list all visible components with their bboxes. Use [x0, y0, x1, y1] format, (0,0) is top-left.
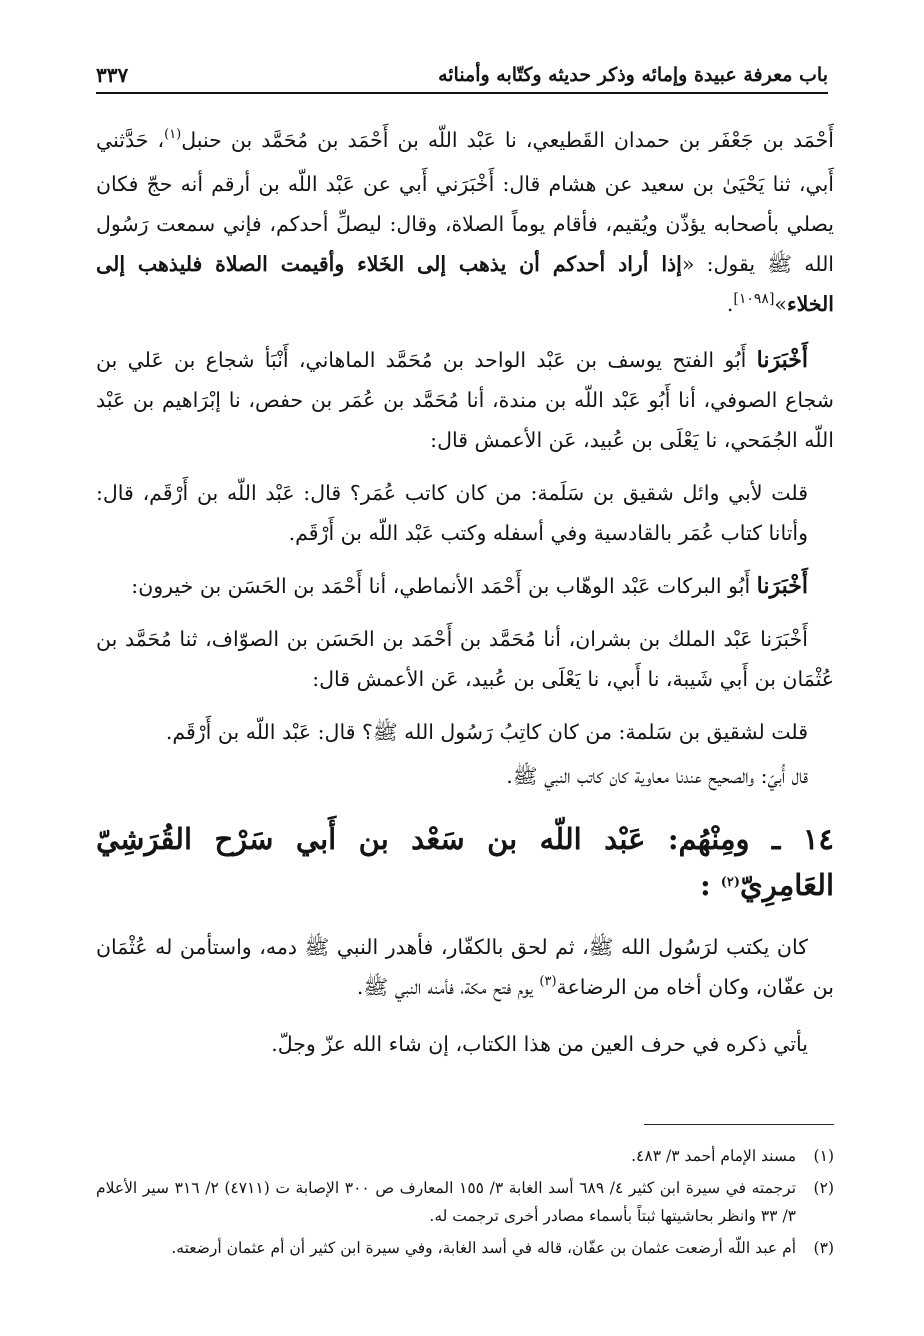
paragraph-8: كان يكتب لرَسُول الله ﷺ، ثم لحق بالكفّار، فأهدر النبي ﷺ دمه، واستأمن له عُثْمَان بن عفّان، وكان أخاه من الرضاعة$^{(٣)}$ يوم فتح مكة، فأمنه النبي ﷺ.: [96, 935, 834, 999]
footnote-marker-2[interactable]: (٢): [720, 875, 741, 890]
chain-lead-word: أَخْبَرَنا: [756, 573, 808, 599]
footnote-number: (١): [813, 1147, 834, 1165]
paragraph-2: أَخْبَرَنا أَبُو الفتح يوسف بن عَبْد الواحد بن مُحَمَّد الماهاني، أَنْبَأ شجاع بن عَلي بن شجاع الصوفي، أنا أَبُو عَبْد اللّه بن مندة، أنا مُحَمَّد بن عُمَر بن حفص، نا إبْرَاهيم بن عَبْد اللّه الجُمَحي، نا يَعْلَى بن عُبيد، عَن الأعمش قال:: [96, 347, 834, 452]
paragraph-6: قلت لشقيق بن سَلمة: من كان كاتِبُ رَسُول الله ﷺ؟ قال: عَبْد اللّه بن أَرْقَم.: [165, 720, 808, 744]
footnote: [96, 1142, 834, 1170]
paragraph-9: يأتي ذكره في حرف العين من هذا الكتاب، إن شاء الله عزّ وجلّ.: [271, 1032, 808, 1056]
footnote-number: (٢): [813, 1179, 834, 1197]
footnote-number: (٣): [813, 1239, 834, 1257]
page-number: ٣٣٧: [96, 63, 129, 87]
chain-lead-word: أَخْبَرَنا: [756, 347, 808, 373]
paragraph-5: أَخْبَرَنا عَبْد الملك بن بشران، أنا مُحَمَّد بن أَحْمَد بن الحَسَن بن الصوّاف، ثنا مُحَمَّد بن عُثْمَان بن أَبي شَيبة، نا أَبي، نا يَعْلَى بن عُبيد، عَن الأعمش قال:: [96, 627, 834, 691]
footnote-text: ترجمته في سيرة ابن كثير ٤/ ٦٨٩ أسد الغابة ٣/ ١٥٥ المعارف ص ٣٠٠ الإصابة ت (٤٧١١) ٢/ ٣١٦ سير الأعلام ٣/ ٣٣ وانظر بحاشيتها ثبتاً بأسماء مصادر أخرى ترجمت له.: [96, 1179, 797, 1225]
footnote: [96, 1174, 834, 1230]
footnote-text: مسند الإمام أحمد ٣/ ٤٨٣.: [631, 1147, 796, 1165]
footnote-text: أم عبد اللّه أرضعت عثمان بن عفّان، قاله في أسد الغابة، وفي سيرة ابن كثير أن أم عثمان أرضعته.: [171, 1239, 796, 1257]
section-heading: ١٤ ـ ومِنْهُم: عَبْد اللّه بن سَعْد بن أَبي سَرْح القُرَشِيّ العَامِرِيّ$^{(٢)}$ :: [96, 822, 834, 902]
hadith-reference-number: [١٠٩٨]: [733, 291, 775, 307]
chapter-title: باب معرفة عبيدة وإمائه وذكر حديثه وكتّابه وأمنائه: [438, 64, 828, 86]
main-text: [96, 120, 834, 1077]
paragraph-4: أَخْبَرَنا أَبُو البركات عَبْد الوهّاب بن أَحْمَد الأنماطي، أنا أَحْمَد بن الحَسَن بن خيرون:: [131, 573, 808, 599]
footnote-marker-1[interactable]: (١): [164, 127, 182, 142]
paragraph-7: قال أُبيّ: والصحيح عندنا معاوية كان كاتب النبي ﷺ.: [506, 764, 808, 788]
footnotes: [96, 1142, 834, 1266]
paragraph-1: أَحْمَد بن جَعْفَر بن حمدان القَطيعي، نا عَبْد اللّه بن أَحْمَد بن مُحَمَّد بن حنبل$^{(١)}$، حَدَّثني أَبي، ثنا يَحْيَىٰ بن سعيد عن هشام قال: أَخْبَرَني أَبي عن عَبْد اللّه بن أرقم أنه حجّ فكان يصلي بأصحابه يؤذّن ويُقيم، فأقام يوماً الصلاة، وقال: ليصلِّ أحدكم، فإني سمعت رَسُول الله ﷺ يقول: «إذا أراد أحدكم أن يذهب إلى الخَلاء وأقيمت الصلاة فليذهب إلى الخلاء»[١٠٩٨].: [96, 127, 835, 316]
running-header: [96, 58, 828, 94]
footnote: [96, 1234, 834, 1262]
paragraph-3: قلت لأبي وائل شقيق بن سَلَمة: من كان كاتب عُمَر؟ قال: عَبْد اللّه بن أَرْقَم، قال: وأتانا كتاب عُمَر بالقادسية وفي أسفله وكتب عَبْد اللّه بن أَرْقَم.: [96, 481, 808, 545]
hadith-text: إذا أراد أحدكم أن يذهب إلى الخَلاء وأقيمت الصلاة فليذهب إلى الخلاء: [96, 252, 834, 316]
footnote-marker-3[interactable]: (٣): [539, 974, 557, 989]
footnote-divider: [644, 1124, 834, 1125]
